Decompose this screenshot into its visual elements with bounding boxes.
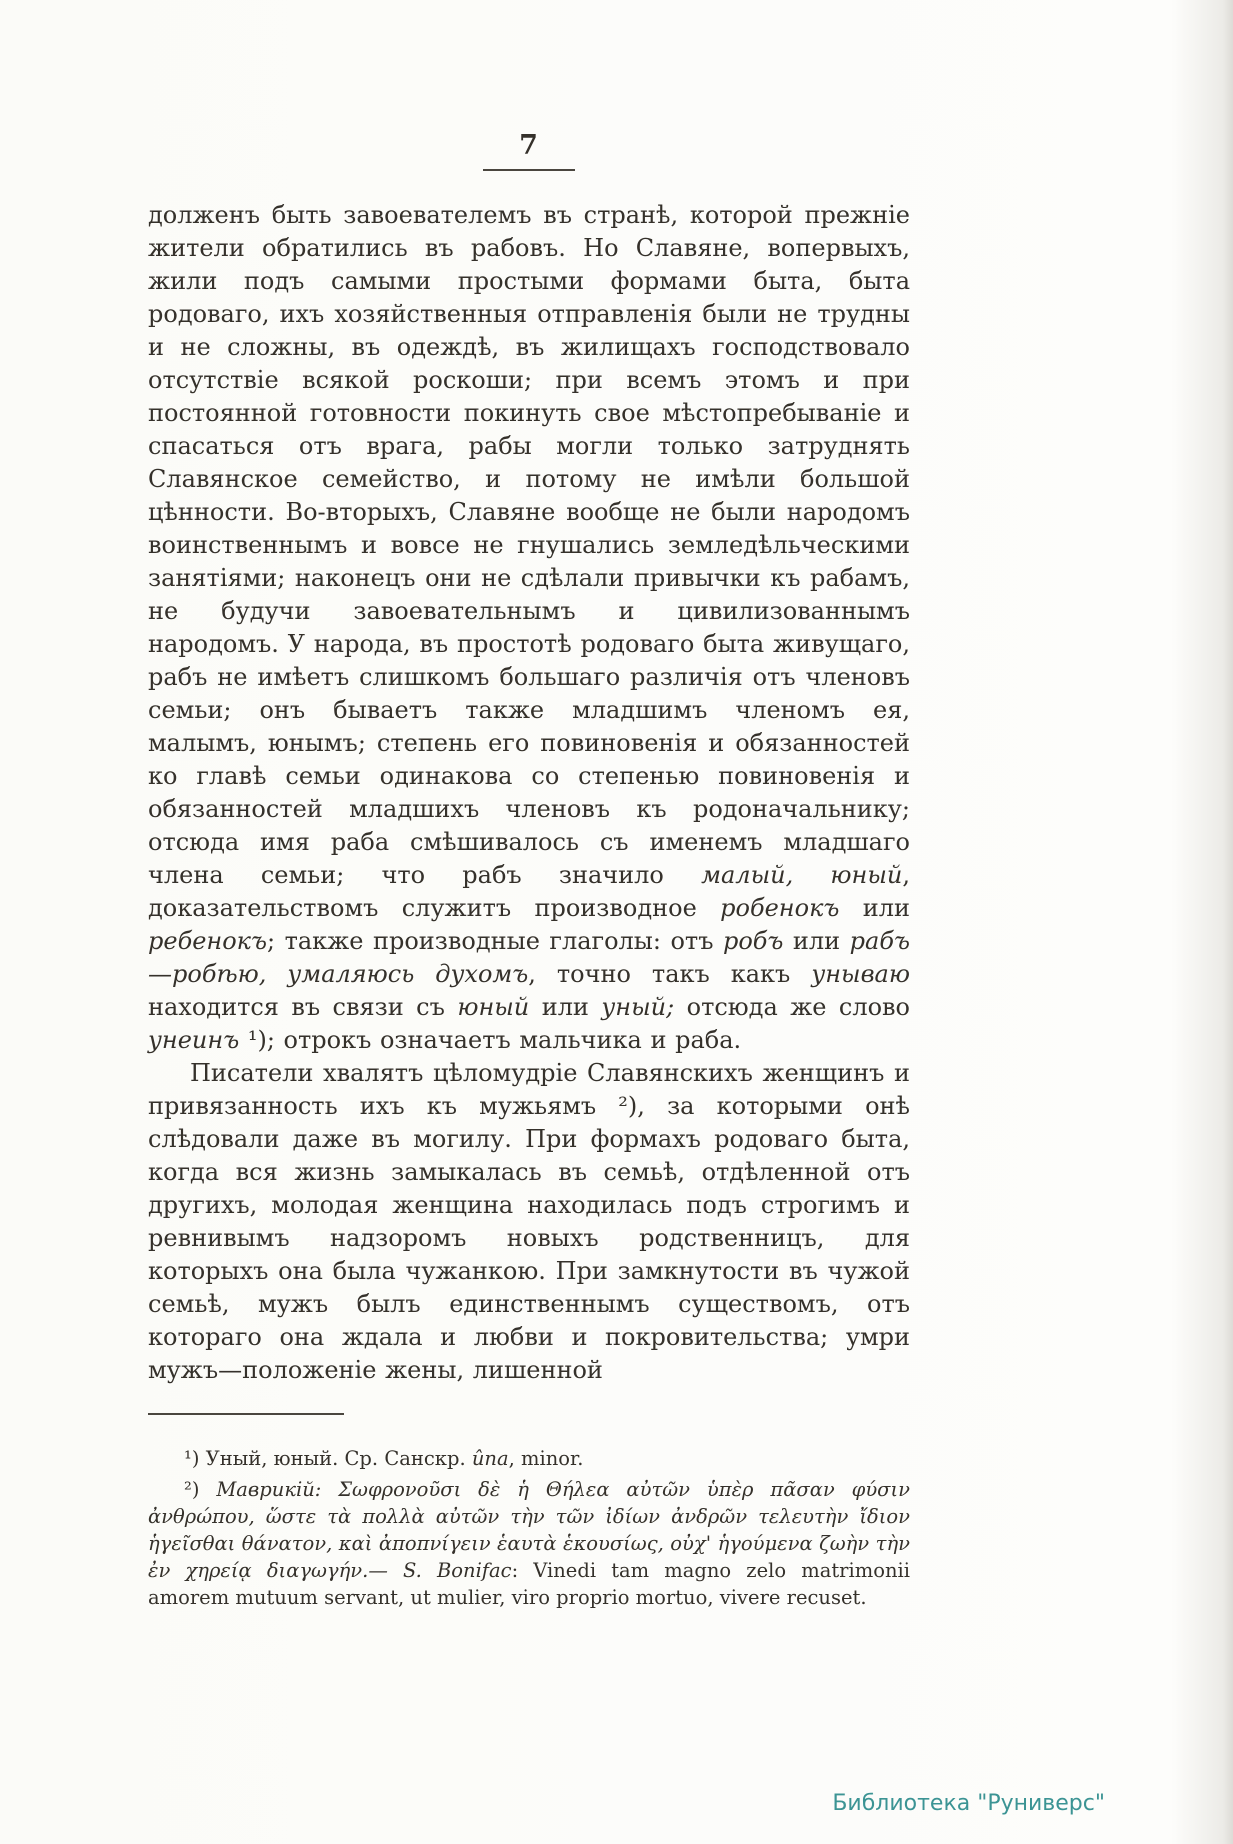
page-header <box>148 130 910 171</box>
watermark: Библиотека "Руниверс" <box>832 1791 1105 1816</box>
footnotes-block <box>148 1445 910 1611</box>
paragraph: Писатели хвалятъ цѣломудріе Славянскихъ женщинъ и привязанность ихъ къ мужьямъ ²), за которыми онѣ слѣдовали даже въ могилу. При формахъ родоваго быта, когда вся жизнь замыкалась въ семьѣ, отдѣленной отъ другихъ, молодая женщина находилась подъ строгимъ и ревнивымъ надзоромъ новыхъ родственницъ, для которыхъ она была чужанкою. При замкнутости въ чужой семьѣ, мужъ былъ единственнымъ существомъ, отъ котораго она ждала и любви и покровительства; умри мужъ—положеніе жены, лишенной <box>148 1059 910 1384</box>
footnote: ²) Маврикій: Σωφρονοῦσι δὲ ἡ Θήλεα αὐτῶν ὑπὲρ πᾶσαν φύσιν ἀνθρώπου, ὥστε τὰ πολλὰ αὐτῶν τὴν τῶν ἰδίων ἀνδρῶν τελευτὴν ἴδιον ἡγεῖσθαι θάνατον, καὶ ἀποπνίγειν ἑαυτὰ ἑκουσίως, οὐχ' ἡγούμενα ζωὴν τὴν ἐν χηρείᾳ διαγωγήν.— S. Bonifac: Vinedi tam magno zelo matrimonii amorem mutuum servant, ut mulier, viro proprio mortuo, vivere recuset. <box>148 1478 910 1609</box>
body-text <box>148 199 910 1387</box>
text-column <box>148 0 910 1615</box>
paragraph: долженъ быть завоевателемъ въ странѣ, которой прежніе жители обратились въ рабовъ. Но Славяне, вопервыхъ, жили подъ самыми простыми формами быта, быта родоваго, ихъ хозяйственныя отправленія были не трудны и не сложны, въ одеждѣ, въ жилищахъ господствовало отсутствіе всякой роскоши; при всемъ этомъ и при постоянной готовности покинуть свое мѣстопребываніе и спасаться отъ врага, рабы могли только затруднять Славянское семейство, и потому не имѣли большой цѣнности. Во-вторыхъ, Славяне вообще не были народомъ воинственнымъ и вовсе не гнушались земледѣльческими занятіями; наконецъ они не сдѣлали привычки къ рабамъ, не будучи завоевательнымъ и цивилизованнымъ народомъ. У народа, въ простотѣ родоваго быта живущаго, рабъ не имѣетъ слишкомъ большаго различія отъ членовъ семьи; онъ бываетъ также младшимъ членомъ ея, малымъ, юнымъ; степень его повиновенія и обязанностей ко главѣ семьи одинакова со степенью повиновенія и обязанностей младшихъ членовъ къ родоначальнику; отсюда имя раба смѣшивалось съ именемъ младшаго члена семьи; что рабъ значило малый, юный, доказательствомъ служитъ производное робенокъ или ребенокъ; также производные глаголы: отъ робъ или рабъ—робѣю, умаляюсь духомъ, точно такъ какъ унываю находится въ связи съ юный или уный; отсюда же слово унеинъ ¹); отрокъ означаетъ мальчика и раба. <box>148 201 910 1054</box>
page-number-rule <box>483 169 575 171</box>
page-number: 7 <box>519 130 539 161</box>
footnote-separator <box>148 1413 344 1415</box>
footnote: ¹) Уный, юный. Ср. Санскр. ûna, minor. <box>184 1447 584 1470</box>
